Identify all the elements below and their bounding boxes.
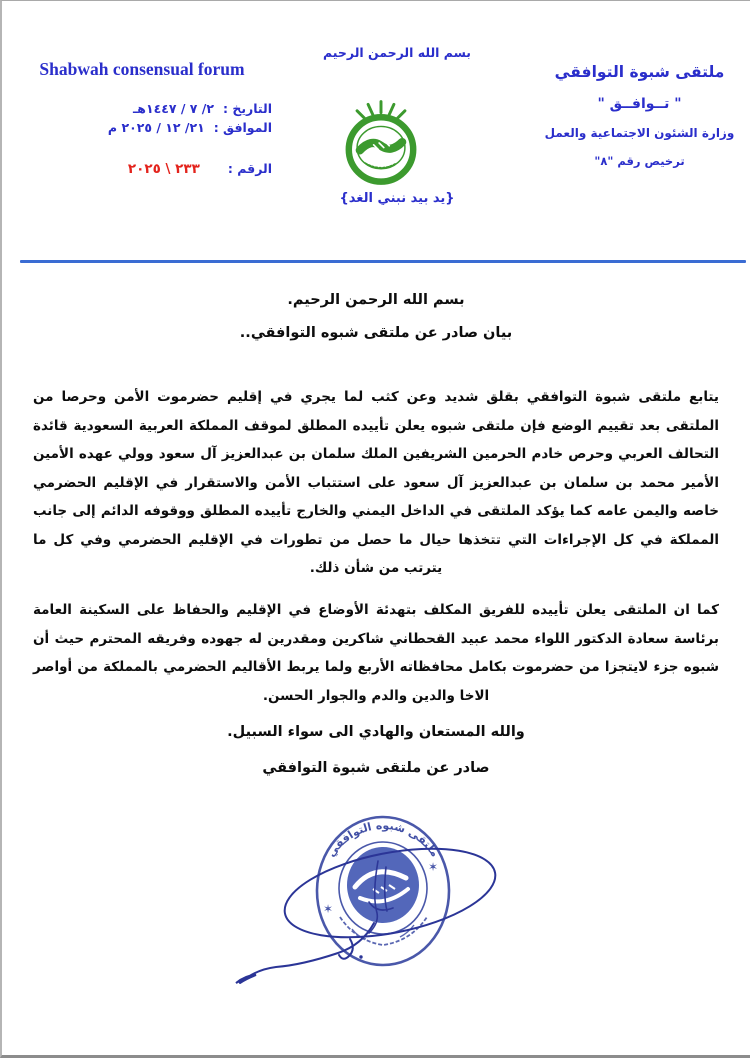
license-number-line: ترخيص رقم "٨" [594,154,685,168]
date-row [30,101,272,116]
corresponding-value: ٢١/ ١٢ / ٢٠٢٥ م [107,120,205,135]
english-org-title: Shabwah consensual forum [39,59,245,79]
stamp-star-right-icon: ✶ [428,860,439,874]
date-label: التاريخ : [222,101,272,116]
stamp-emblem-icon [347,847,419,923]
letterhead [2,1,750,266]
document-meta [30,101,272,181]
statement-body [33,279,719,776]
stamp-arc-text: ملتقى شبوه التوافقي [324,818,442,860]
closing-invocation: والله المستعان والهادي الى سواء السبيل. [227,723,525,740]
reference-number-row [30,161,272,177]
motto-line: {يد بيد نبني الغد} [339,191,455,206]
number-label: الرقم : [227,161,272,176]
statement-paragraph-2: كما ان الملتقى يعلن تأييده للفريق المكلف بتهدئة الأوضاع في الإقليم والحفاظ على السكينة العامة برئاسة سعادة الدكتور اللواء محمد عبيد القحطاني شاكرين ومقدرين له جهوده وفريقه المحترم حيث أن شبوه جزء لايتجزا من حضرموت بكامل محافظاته الأربع ولما يربط الأقاليم الحضرمي بالمملكة من أواصر الاخا والدين والدم والجوار الحسن. [33,602,719,704]
org-slogan: " تــوافــق " [597,96,682,112]
bismillah-header: بسم الله الرحمن الرحيم [323,45,471,60]
header-divider-line [20,260,746,263]
forum-logo [339,97,423,189]
issued-by-line: صادر عن ملتقى شبوة التوافقي [262,759,490,776]
number-value: ٢٣٣ \ ٢٠٢٥ [127,161,200,177]
org-name-arabic: ملتقى شبوة التوافقي [554,63,725,81]
corresponding-label: الموافق : [213,120,272,135]
stamp-star-left-icon: ✶ [323,902,334,916]
ministry-line: وزارة الشئون الاجتماعية والعمل [544,126,735,140]
statement-paragraph-1: يتابع ملتقى شبوة التوافقي بقلق شديد وعن كثب لما يجري في إقليم حضرموت الأمن وحرصا من الملتقى بعد تقييم الوضع فإن ملتقى شبوه يعلن تأييده المطلق لموقف المملكة العربية السعودية قائدة التحالف العربي وحرص خادم الحرمين الشريفين الملك سلمان بن عبدالعزيز آل سعود وولي عهده الأمين الأمير محمد بن سلمان بن عبدالعزيز آل سعود على استتباب الأمن والاستقرار في الإقليم الحضرمي خاصه واليمن عامه كما يؤكد الملتقى في الداخل اليمني والخارج تأييده المطلق ووقوفه الدائم إلى جانب المملكة في كل الإجراءات التي تتخذها حيال ما حصل من تطورات في الإقليم الحضرمي وفي كل ما يترتب من شأن ذلك. [33,389,719,576]
official-stamp-icon [142,805,522,1003]
bismillah-body: بسم الله الرحمن الرحيم. [287,292,465,308]
handshake-logo-icon [339,97,423,189]
stamp-and-signature [142,805,522,1003]
statement-title: بيان صادر عن ملتقى شبوه التوافقي.. [239,325,513,341]
date-value: ٢/ ٧ / ١٤٤٧هـ [133,101,214,116]
corresponding-date-row [30,120,272,135]
